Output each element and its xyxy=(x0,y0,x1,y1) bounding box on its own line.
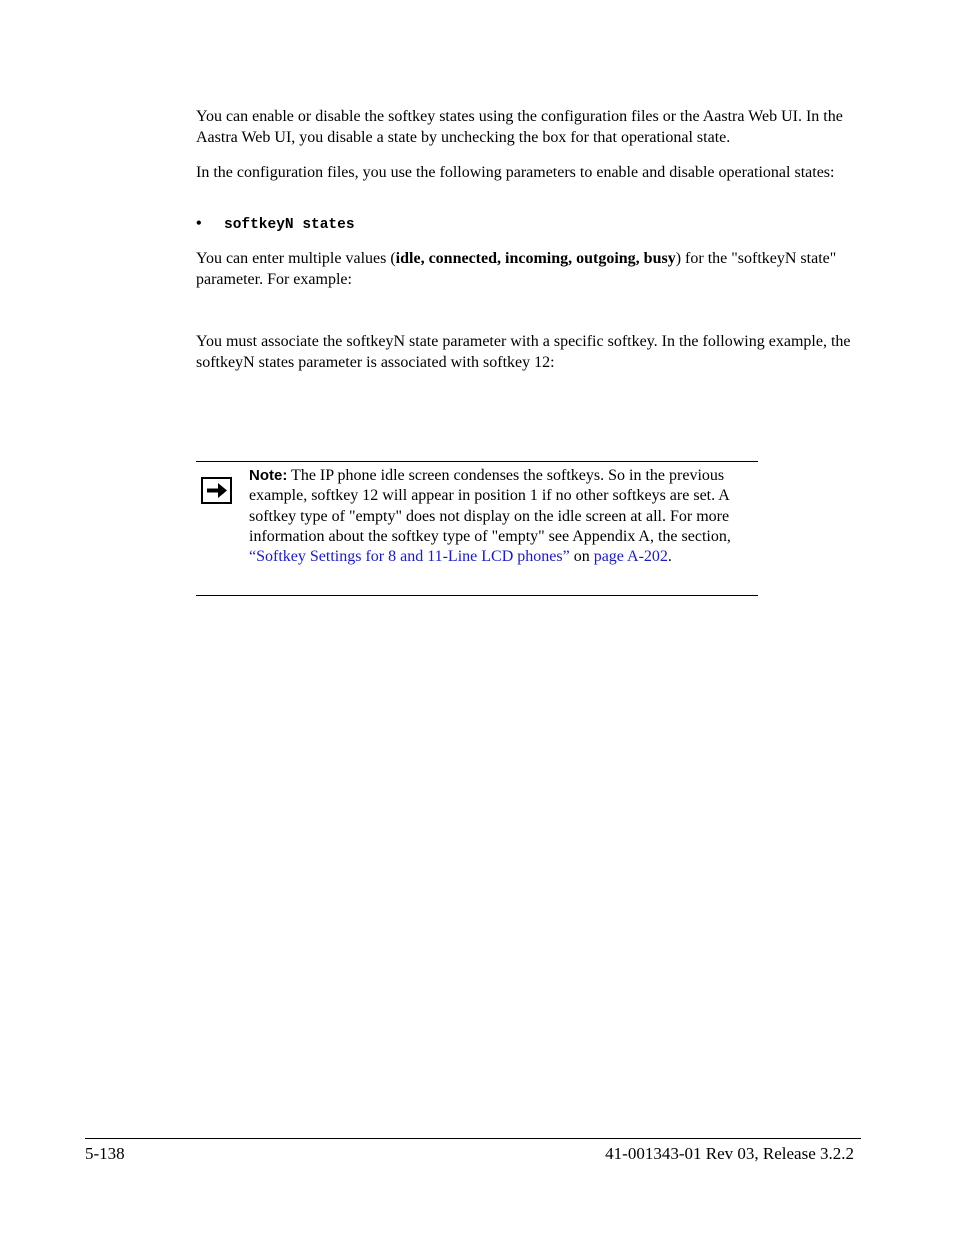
bullet-symbol: • xyxy=(196,215,202,232)
page-reference-link[interactable]: page A-202 xyxy=(593,548,668,566)
associate-paragraph: You must associate the softkeyN state parameter with a specific softkey. In the following example, the softkeyN states parameter is associated with softkey 12: xyxy=(196,333,851,371)
values-list: idle, connected, incoming, outgoing, busy xyxy=(395,250,676,267)
parameter-bullet xyxy=(196,214,355,235)
note-bottom-divider xyxy=(196,595,758,596)
values-text-after: ) for the "softkeyN state" parameter. For example: xyxy=(196,250,837,288)
arrow-right-icon xyxy=(201,477,232,504)
note-text-3: . xyxy=(667,548,672,566)
document-id: 41-001343-01 Rev 03, Release 3.2.2 xyxy=(605,1144,854,1163)
footer-divider xyxy=(85,1138,861,1139)
page-number: 5-138 xyxy=(85,1144,125,1163)
note-label: Note: xyxy=(249,467,288,484)
note-top-divider xyxy=(196,461,758,462)
values-paragraph xyxy=(196,249,861,290)
note-text-2: on xyxy=(569,548,594,566)
intro-paragraph: You can enable or disable the softkey states using the configuration files or the Aastra Web UI. In the Aastra Web UI, you disable a state by unchecking the box for that operational state. xyxy=(196,108,843,146)
note-body xyxy=(249,466,759,567)
values-text-before: You can enter multiple values ( xyxy=(196,250,396,267)
config-paragraph: In the configuration files, you use the following parameters to enable and disable operational states: xyxy=(196,164,835,181)
parameter-code: softkeyN states xyxy=(224,217,355,233)
note-text-1: The IP phone idle screen condenses the softkeys. So in the previous example, softkey 12 will appear in position 1 if no other softkeys are set. A softkey type of "empty" does not display on the idle screen at all. For more information about the softkey type of "empty" see Appendix A, the section, xyxy=(249,467,731,545)
softkey-settings-link[interactable]: “Softkey Settings for 8 and 11-Line LCD phones” xyxy=(249,548,570,566)
